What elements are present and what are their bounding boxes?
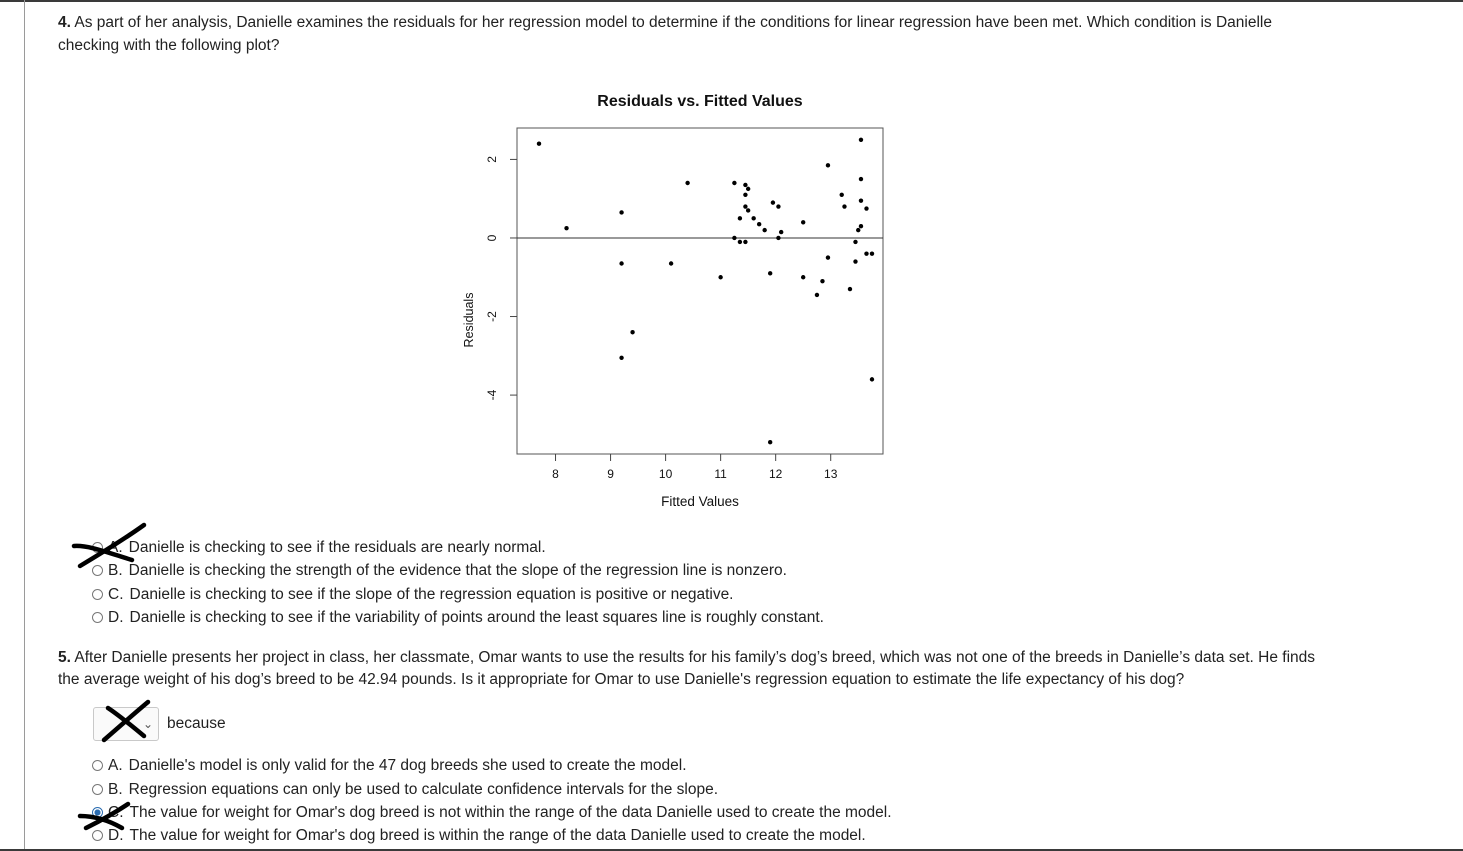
data-point bbox=[840, 193, 844, 197]
radio-icon[interactable] bbox=[92, 830, 103, 841]
left-border bbox=[24, 0, 25, 851]
data-point bbox=[859, 224, 863, 228]
q4-option-b[interactable] bbox=[92, 560, 787, 582]
data-point bbox=[864, 206, 868, 210]
data-point bbox=[762, 228, 766, 232]
data-point bbox=[738, 216, 742, 220]
q4-option-d-text: Danielle is checking to see if the variability of points around the least squares line is roughly constant. bbox=[129, 609, 824, 626]
data-point bbox=[870, 377, 874, 381]
data-point bbox=[768, 440, 772, 444]
data-point bbox=[820, 279, 824, 283]
data-point bbox=[732, 236, 736, 240]
x-tick-label: 11 bbox=[714, 467, 727, 481]
x-tick-label: 10 bbox=[658, 467, 673, 481]
answer-dropdown[interactable] bbox=[93, 707, 159, 741]
data-point bbox=[848, 287, 852, 291]
data-point bbox=[738, 240, 742, 244]
data-point bbox=[746, 208, 750, 212]
data-point bbox=[746, 187, 750, 191]
data-point bbox=[564, 226, 568, 230]
radio-icon[interactable] bbox=[92, 542, 103, 553]
x-axis-label: Fitted Values bbox=[661, 494, 739, 509]
data-point bbox=[630, 330, 634, 334]
q5-option-d[interactable] bbox=[92, 825, 866, 847]
q5-option-c[interactable] bbox=[92, 802, 892, 824]
data-point bbox=[856, 228, 860, 232]
q4-option-c[interactable] bbox=[92, 584, 734, 606]
radio-selected-icon[interactable] bbox=[92, 807, 103, 818]
data-point bbox=[842, 204, 846, 208]
data-point bbox=[751, 216, 755, 220]
chevron-down-icon: ⌄ bbox=[142, 717, 153, 731]
q5-option-d-letter: D. bbox=[108, 827, 124, 844]
x-tick-label: 9 bbox=[607, 467, 614, 481]
data-point bbox=[743, 204, 747, 208]
y-axis-label: Residuals bbox=[462, 292, 476, 348]
data-point bbox=[743, 183, 747, 187]
data-point bbox=[619, 261, 623, 265]
data-point bbox=[768, 271, 772, 275]
data-point bbox=[815, 293, 819, 297]
data-point bbox=[732, 181, 736, 185]
data-point bbox=[771, 200, 775, 204]
question-5-prompt: After Danielle presents her project in class, her classmate, Omar wants to use the results for his family’s dog’s breed, which was not one of the breeds in Danielle’s data set. He finds the average weight of his dog’s breed to be 42.94 pounds. Is it appropriate for Omar to use Danielle's regression equation to estimate the life expectancy of his dog? bbox=[58, 649, 1316, 688]
q4-option-a-text: Danielle is checking to see if the residuals are nearly normal. bbox=[128, 539, 546, 556]
x-tick-label: 8 bbox=[552, 467, 559, 481]
data-point bbox=[859, 138, 863, 142]
data-point bbox=[801, 220, 805, 224]
because-label: because bbox=[167, 715, 226, 732]
q4-option-b-text: Danielle is checking the strength of the evidence that the slope of the regression line is nonzero. bbox=[128, 562, 787, 579]
q4-option-d-letter: D. bbox=[108, 609, 124, 626]
y-tick-label: -2 bbox=[485, 311, 499, 322]
q5-option-b-text: Regression equations can only be used to calculate confidence intervals for the slope. bbox=[128, 781, 719, 798]
question-5-text bbox=[58, 647, 1318, 691]
q5-option-a-letter: A. bbox=[108, 757, 123, 774]
y-tick-label: -4 bbox=[485, 389, 499, 401]
data-point bbox=[853, 240, 857, 244]
data-point bbox=[870, 251, 874, 255]
q4-option-b-letter: B. bbox=[108, 562, 123, 579]
q5-option-c-letter: C. bbox=[108, 804, 124, 821]
data-point bbox=[776, 236, 780, 240]
question-4-prompt: As part of her analysis, Danielle examines the residuals for her regression model to determine if the conditions for linear regression have been met. Which condition is Danielle checking with the following plot? bbox=[58, 14, 1272, 54]
y-tick-label: 0 bbox=[485, 234, 499, 242]
data-point bbox=[864, 251, 868, 255]
q5-option-b-letter: B. bbox=[108, 781, 123, 798]
chart-title: Residuals vs. Fitted Values bbox=[597, 93, 803, 110]
top-border bbox=[0, 0, 1463, 2]
data-point bbox=[853, 259, 857, 263]
data-point bbox=[801, 275, 805, 279]
residual-plot bbox=[440, 80, 910, 520]
question-5-number: 5. bbox=[58, 649, 71, 666]
q4-option-d[interactable] bbox=[92, 607, 824, 629]
radio-icon[interactable] bbox=[92, 565, 103, 576]
radio-icon[interactable] bbox=[92, 784, 103, 795]
data-point bbox=[859, 198, 863, 202]
q4-option-a[interactable] bbox=[92, 537, 546, 559]
x-tick-label: 13 bbox=[824, 467, 838, 481]
plot-frame bbox=[517, 128, 883, 454]
data-point bbox=[619, 356, 623, 360]
radio-icon[interactable] bbox=[92, 612, 103, 623]
q4-option-c-text: Danielle is checking to see if the slope of the regression equation is positive or negative. bbox=[129, 586, 734, 603]
q5-option-b[interactable] bbox=[92, 779, 718, 801]
q5-option-a-text: Danielle's model is only valid for the 47 dog breeds she used to create the model. bbox=[128, 757, 687, 774]
q4-option-a-letter: A. bbox=[108, 539, 123, 556]
radio-icon[interactable] bbox=[92, 760, 103, 771]
data-point bbox=[826, 163, 830, 167]
data-point bbox=[619, 210, 623, 214]
data-point bbox=[685, 181, 689, 185]
data-point bbox=[743, 193, 747, 197]
q5-option-d-text: The value for weight for Omar's dog breed is within the range of the data Danielle used to create the model. bbox=[129, 827, 866, 844]
radio-icon[interactable] bbox=[92, 589, 103, 600]
question-4-text bbox=[58, 11, 1318, 57]
data-point bbox=[779, 230, 783, 234]
data-point bbox=[669, 261, 673, 265]
x-tick-label: 12 bbox=[768, 467, 783, 481]
data-point bbox=[718, 275, 722, 279]
data-point bbox=[826, 255, 830, 259]
question-4-number: 4. bbox=[58, 14, 71, 31]
q5-option-a[interactable] bbox=[92, 755, 687, 777]
data-point bbox=[757, 222, 761, 226]
q5-option-c-text: The value for weight for Omar's dog breed is not within the range of the data Danielle used to create the model. bbox=[129, 804, 892, 821]
data-point bbox=[776, 204, 780, 208]
y-tick-label: 2 bbox=[485, 156, 499, 163]
data-point bbox=[743, 240, 747, 244]
q4-option-c-letter: C. bbox=[108, 586, 124, 603]
data-point bbox=[859, 177, 863, 181]
data-point bbox=[537, 142, 541, 146]
